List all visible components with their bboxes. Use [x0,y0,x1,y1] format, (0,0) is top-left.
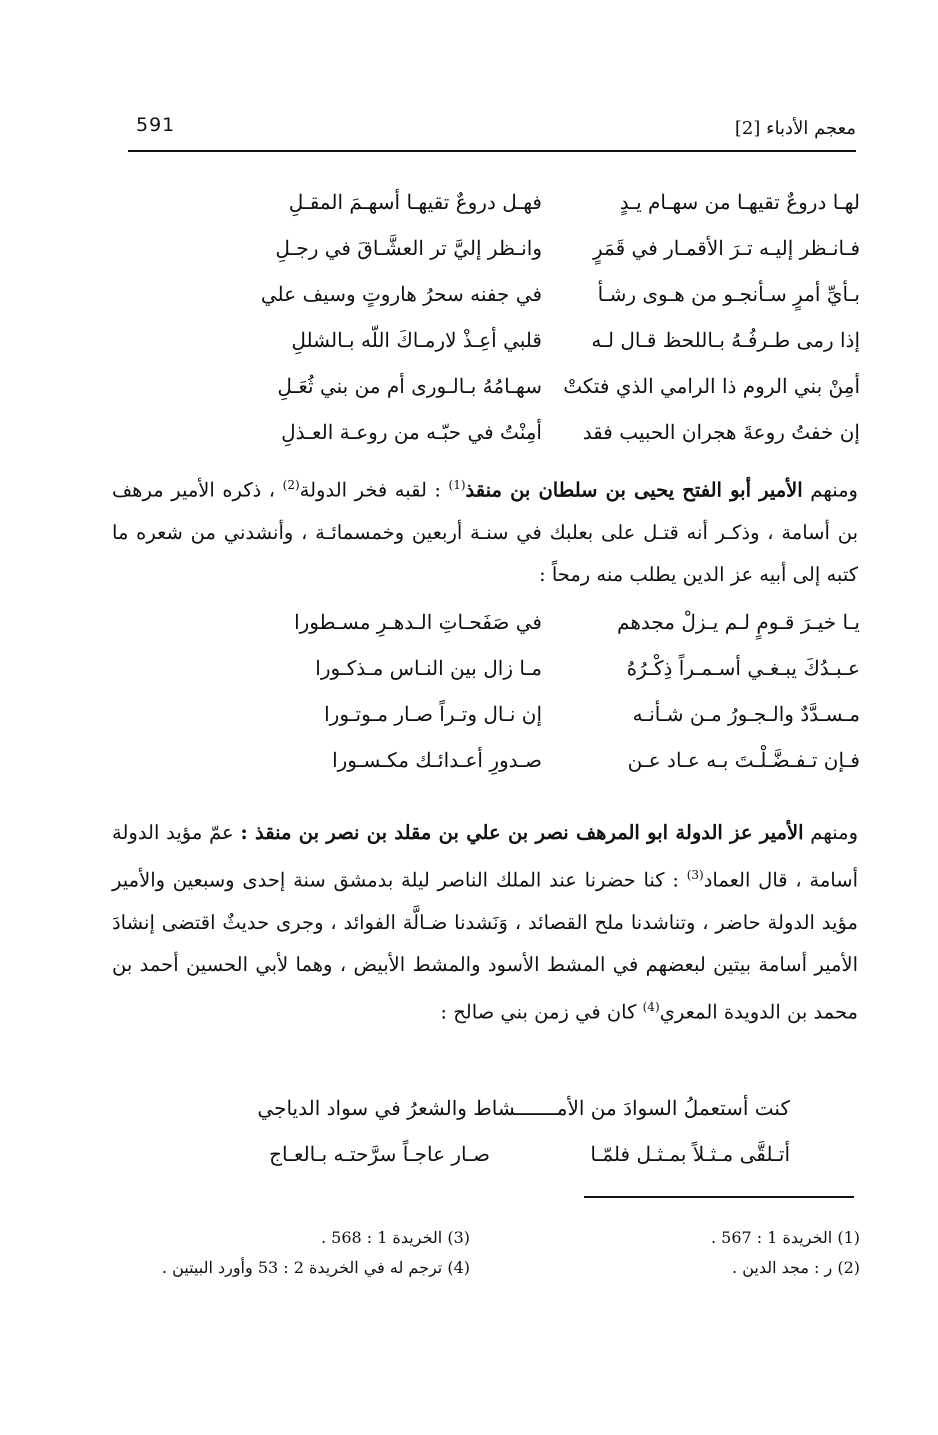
footnote-row [120,1258,860,1288]
poem-block-2 [120,602,860,786]
hemistich-first: فـإن تـفـضَّـلْـتَ بـه عـاد عـن [627,748,860,772]
verse [120,648,860,694]
poem-block-3 [150,1088,790,1180]
verse [120,274,860,320]
hemistich-second: في صَفَحـاتِ الـدهـرِ مسـطورا [294,610,542,634]
footnote-ref: (2) [282,478,300,492]
verse [150,1134,790,1180]
hemistich-second: فهـل دروعٌ تقيهـا أسهـمَ المقـلِ [288,190,542,214]
hemistich-second: أمِنْتُ في حبّـه من روعـة العـذلِ [281,420,542,444]
para-intro: ومنهم [803,821,858,844]
person-name: الأمير عز الدولة ابو المرهف نصر بن علي بن مقلد بن نصر بن منقذ : [240,821,804,844]
verse [120,602,860,648]
footnote-ref: (4) [642,999,660,1014]
page-header [128,110,856,152]
footnote-divider [584,1196,854,1198]
hemistich-second: إن نـال وتـراً صـار مـوتـورا [324,702,542,726]
hemistich-first: بـأيِّ أمرٍ سـأنجـو من هـوى رشـأ [597,282,860,306]
footnote: (3) الخريدة 1 : 568 . [320,1228,470,1247]
hemistich-second: وانـظر إليَّ تر العشَّـاقَ في رجـلِ [275,236,542,260]
hemistich-first: مـسـدَّدٌ والـجـورُ مـن شـأنـه [632,702,860,726]
paragraph-2 [112,812,858,1033]
verse [120,366,860,412]
verse [150,1088,790,1134]
hemistich-first: يـا خيـرَ قـومٍ لـم يـزلْ مجدهم [617,610,860,634]
paragraph-1 [112,464,858,596]
person-name: الأمير أبو الفتح يحيى بن سلطان بن منقذ [465,478,803,502]
footnotes [120,1228,860,1288]
hemistich-second: مـا زال بين النـاس مـذكـورا [315,656,542,680]
running-title: معجم الأدباء [2] [734,118,856,139]
para-intro: ومنهم [802,478,858,502]
verse [120,694,860,740]
verse [120,228,860,274]
poem-block-1 [120,182,860,458]
hemistich-first: إن خفتُ روعةَ هجران الحبيب فقد [582,420,860,444]
para-text: عمّ مؤيد الدولة أسامة ، قال العماد [112,821,858,892]
hemistich-second: صـدورِ أعـدائـك مكـسـورا [332,748,542,772]
hemistich-second: سهـامُهُ بـالـورى أم من بني ثُعَـلِ [277,374,542,398]
hemistich-first: لهـا دروعٌ تقيهـا من سهـام يـدٍ [619,190,860,214]
footnote-row [120,1228,860,1258]
footnote-ref: (1) [448,478,466,492]
para-text: كان في زمن بني صالح : [440,1000,643,1023]
verse [120,740,860,786]
footnote: (2) ر : مجد الدين . [732,1258,860,1277]
footnote-ref: (3) [686,868,704,882]
para-text: : كنا حضرنا عند الملك الناصر ليلة بدمشق سنة إحدى وسبعين والأمير مؤيد الدولة حاضر ، وتناشدنا ملح القصائد ، وَنَشدنا ضـالَّة الفوائد ، وجرى حديثٌ اقتضى إنشادَ الأمير أسامة بيتين لبعضهم في المشط الأسود والمشط الأبيض ، وهما لأبي الحسين أحمد بن محمد بن الدويدة المعري [112,868,858,1023]
para-text: : لقبه فخر الدولة [299,478,449,502]
footnote: (4) ترجم له في الخريدة 2 : 53 وأورد البيتين . [161,1258,470,1277]
verse-full-line: كنت أستعملُ السوادَ من الأمـــــــشاط والشعرُ في سواد الدياجي [257,1096,790,1120]
verse [120,182,860,228]
page-number: 591 [136,114,176,136]
hemistich-first: إذا رمى طـرفُـهُ بـاللحظ قـال لـه [591,328,860,352]
verse [120,412,860,458]
hemistich-first: أمِنْ بني الروم ذا الرامي الذي فتكتْ [563,374,860,398]
hemistich-second: صـار عاجـاً سرَّحتـه بـالعـاج [269,1142,490,1166]
para-text: ، ذكره الأمير مرهف بن أسامة ، وذكـر أنه قتـل على بعلبك في سنـة أربعين وخمسمائـة ، وأنشدني من شعره ما كتبه إلى أبيه عز الدين يطلب منه رمحاً : [112,478,858,586]
paragraph-text [112,812,858,1033]
hemistich-second: قلبي أعِـذْ لارمـاكَ اللّه بـالشللِ [291,328,542,352]
hemistich-second: في جفنه سحرُ هاروتٍ وسيف علي [260,282,542,306]
paragraph-text [112,464,858,596]
verse [120,320,860,366]
footnote: (1) الخريدة 1 : 567 . [710,1228,860,1247]
hemistich-first: أتـلقَّى مـثـلاً بمـثـل فلمّـا [590,1142,790,1166]
hemistich-first: فـانـظر إليـه تـرَ الأقمـار في قَمَرٍ [593,236,860,260]
hemistich-first: عـبـدُكَ يبـغـي أسـمـراً ذِكْـرُهُ [626,656,860,680]
